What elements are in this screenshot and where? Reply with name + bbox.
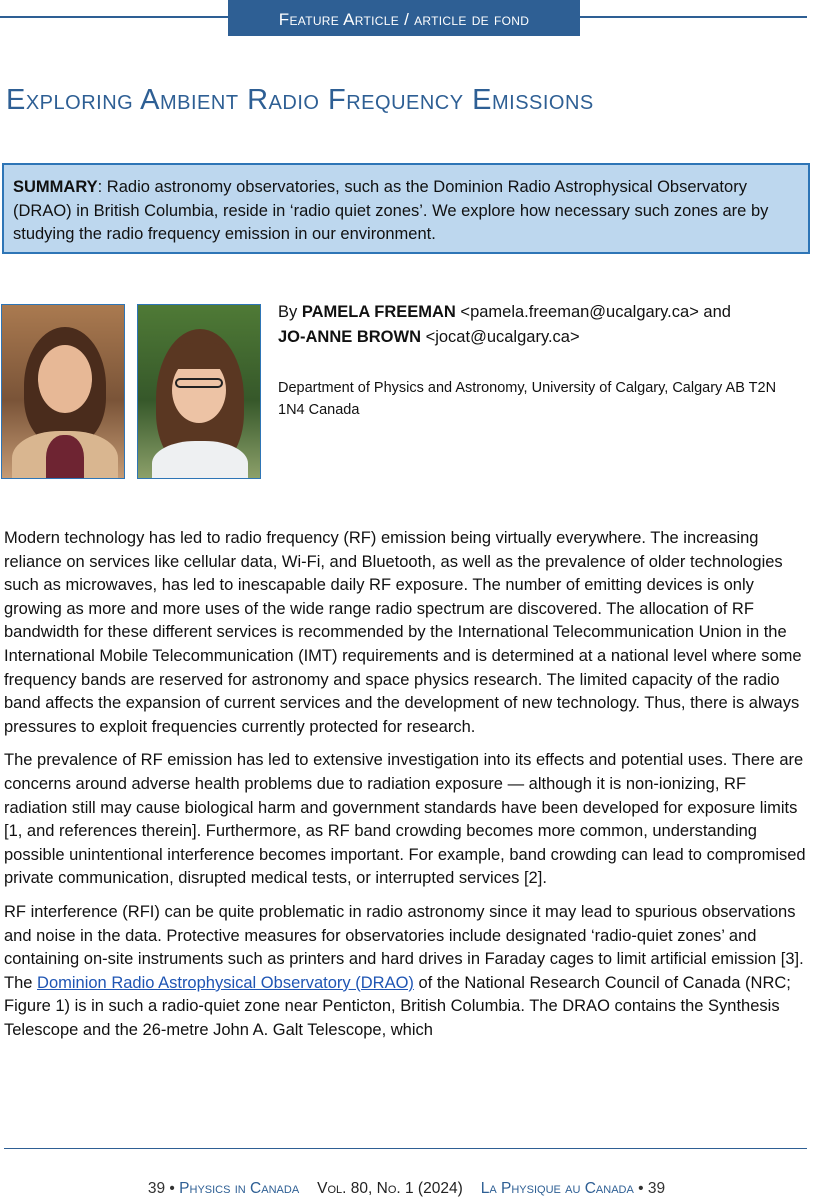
byline — [278, 300, 803, 350]
author-photo-pamela-freeman — [1, 304, 125, 479]
footer-journal-fr: La Physique au Canada — [480, 1180, 634, 1197]
footer-journal-en: Physics in Canada — [179, 1180, 300, 1197]
footer-page-right: • 39 — [633, 1180, 666, 1197]
byline-by: By — [278, 303, 302, 321]
footer — [0, 1180, 813, 1198]
author-name-1: PAMELA FREEMAN — [301, 303, 456, 321]
paragraph-1: Modern technology has led to radio frequency (RF) emission being virtually everywhere. The increasing reliance on services like cellular data, Wi-Fi, and Bluetooth, as well as the prevalence of older technologies such as microwaves, has led to inescapable daily RF exposure. The number of emitting devices is only growing as more and more uses of the wide range radio spectrum are discovered. The allocation of RF bandwidth for these different services is recommended by the International Telecommunication Union in the International Mobile Telecommunication (IMT) requirements and is determined at a national level where some frequency bands are reserved for astronomy and space physics research. The limited capacity of the radio band affects the expansion of current services and the development of new technology. Thus, there is always pressures to exploit frequencies currently protected for research. — [4, 529, 802, 736]
summary-text: : Radio astronomy observatories, such as the Dominion Radio Astrophysical Observatory (DRAO) in British Columbia, reside in ‘radio quiet zones’. We explore how necessary such zones are by studying the radio frequency emission in our environment. — [13, 178, 769, 243]
paragraph-2: The prevalence of RF emission has led to extensive investigation into its effects and potential uses. There are concerns around adverse health problems due to radiation exposure — although it is non-ionizing, RF radiation still may cause biological harm and government standards have been developed for exposure limits [1, and references therein]. Furthermore, as RF band crowding becomes more common, understanding possible unintentional interference becomes important. For example, band crowding can lead to compromised private communication, disrupted medical tests, or interrupted services [2]. — [4, 751, 806, 888]
footer-rule — [4, 1148, 807, 1149]
author-name-2: JO-ANNE BROWN — [278, 328, 421, 346]
author-photo-jo-anne-brown — [137, 304, 261, 479]
summary-box — [2, 163, 810, 254]
article-title: Exploring Ambient Radio Frequency Emissions — [6, 84, 594, 116]
footer-volume: Vol. 80, No. 1 (2024) — [317, 1180, 463, 1197]
article-body — [4, 527, 812, 1052]
author-email-2: <jocat@ucalgary.ca> — [421, 328, 580, 346]
paragraph-3-text-before: RF interference (RFI) can be quite problematic in radio astronomy since it may lead to spurious observations and noise in the data. Protective measures for observatories include designated ‘radio-quiet zones’ and containing on-site instruments such as printers and hard drives in Faraday cages to limit artificial emission [3]. The — [4, 902, 804, 992]
affiliation: Department of Physics and Astronomy, University of Calgary, Calgary AB T2N 1N4 Canada — [278, 380, 777, 418]
paragraph-3 — [4, 901, 812, 1043]
paragraph-3-text-after: of the National Research Council of Canada (NRC; Figure 1) is in such a radio-quiet zone near Penticton, British Columbia. The DRAO contains the Synthesis Telescope and the 26-metre John A. Galt Telescope, which — [4, 973, 791, 1039]
summary-label: SUMMARY — [13, 178, 98, 196]
author-email-1: <pamela.freeman@ucalgary.ca> and — [455, 303, 731, 321]
footer-page-left: 39 • — [147, 1180, 180, 1197]
section-banner: Feature Article / article de fond — [228, 0, 580, 36]
drao-link[interactable]: Dominion Radio Astrophysical Observatory (DRAO) — [37, 973, 414, 992]
